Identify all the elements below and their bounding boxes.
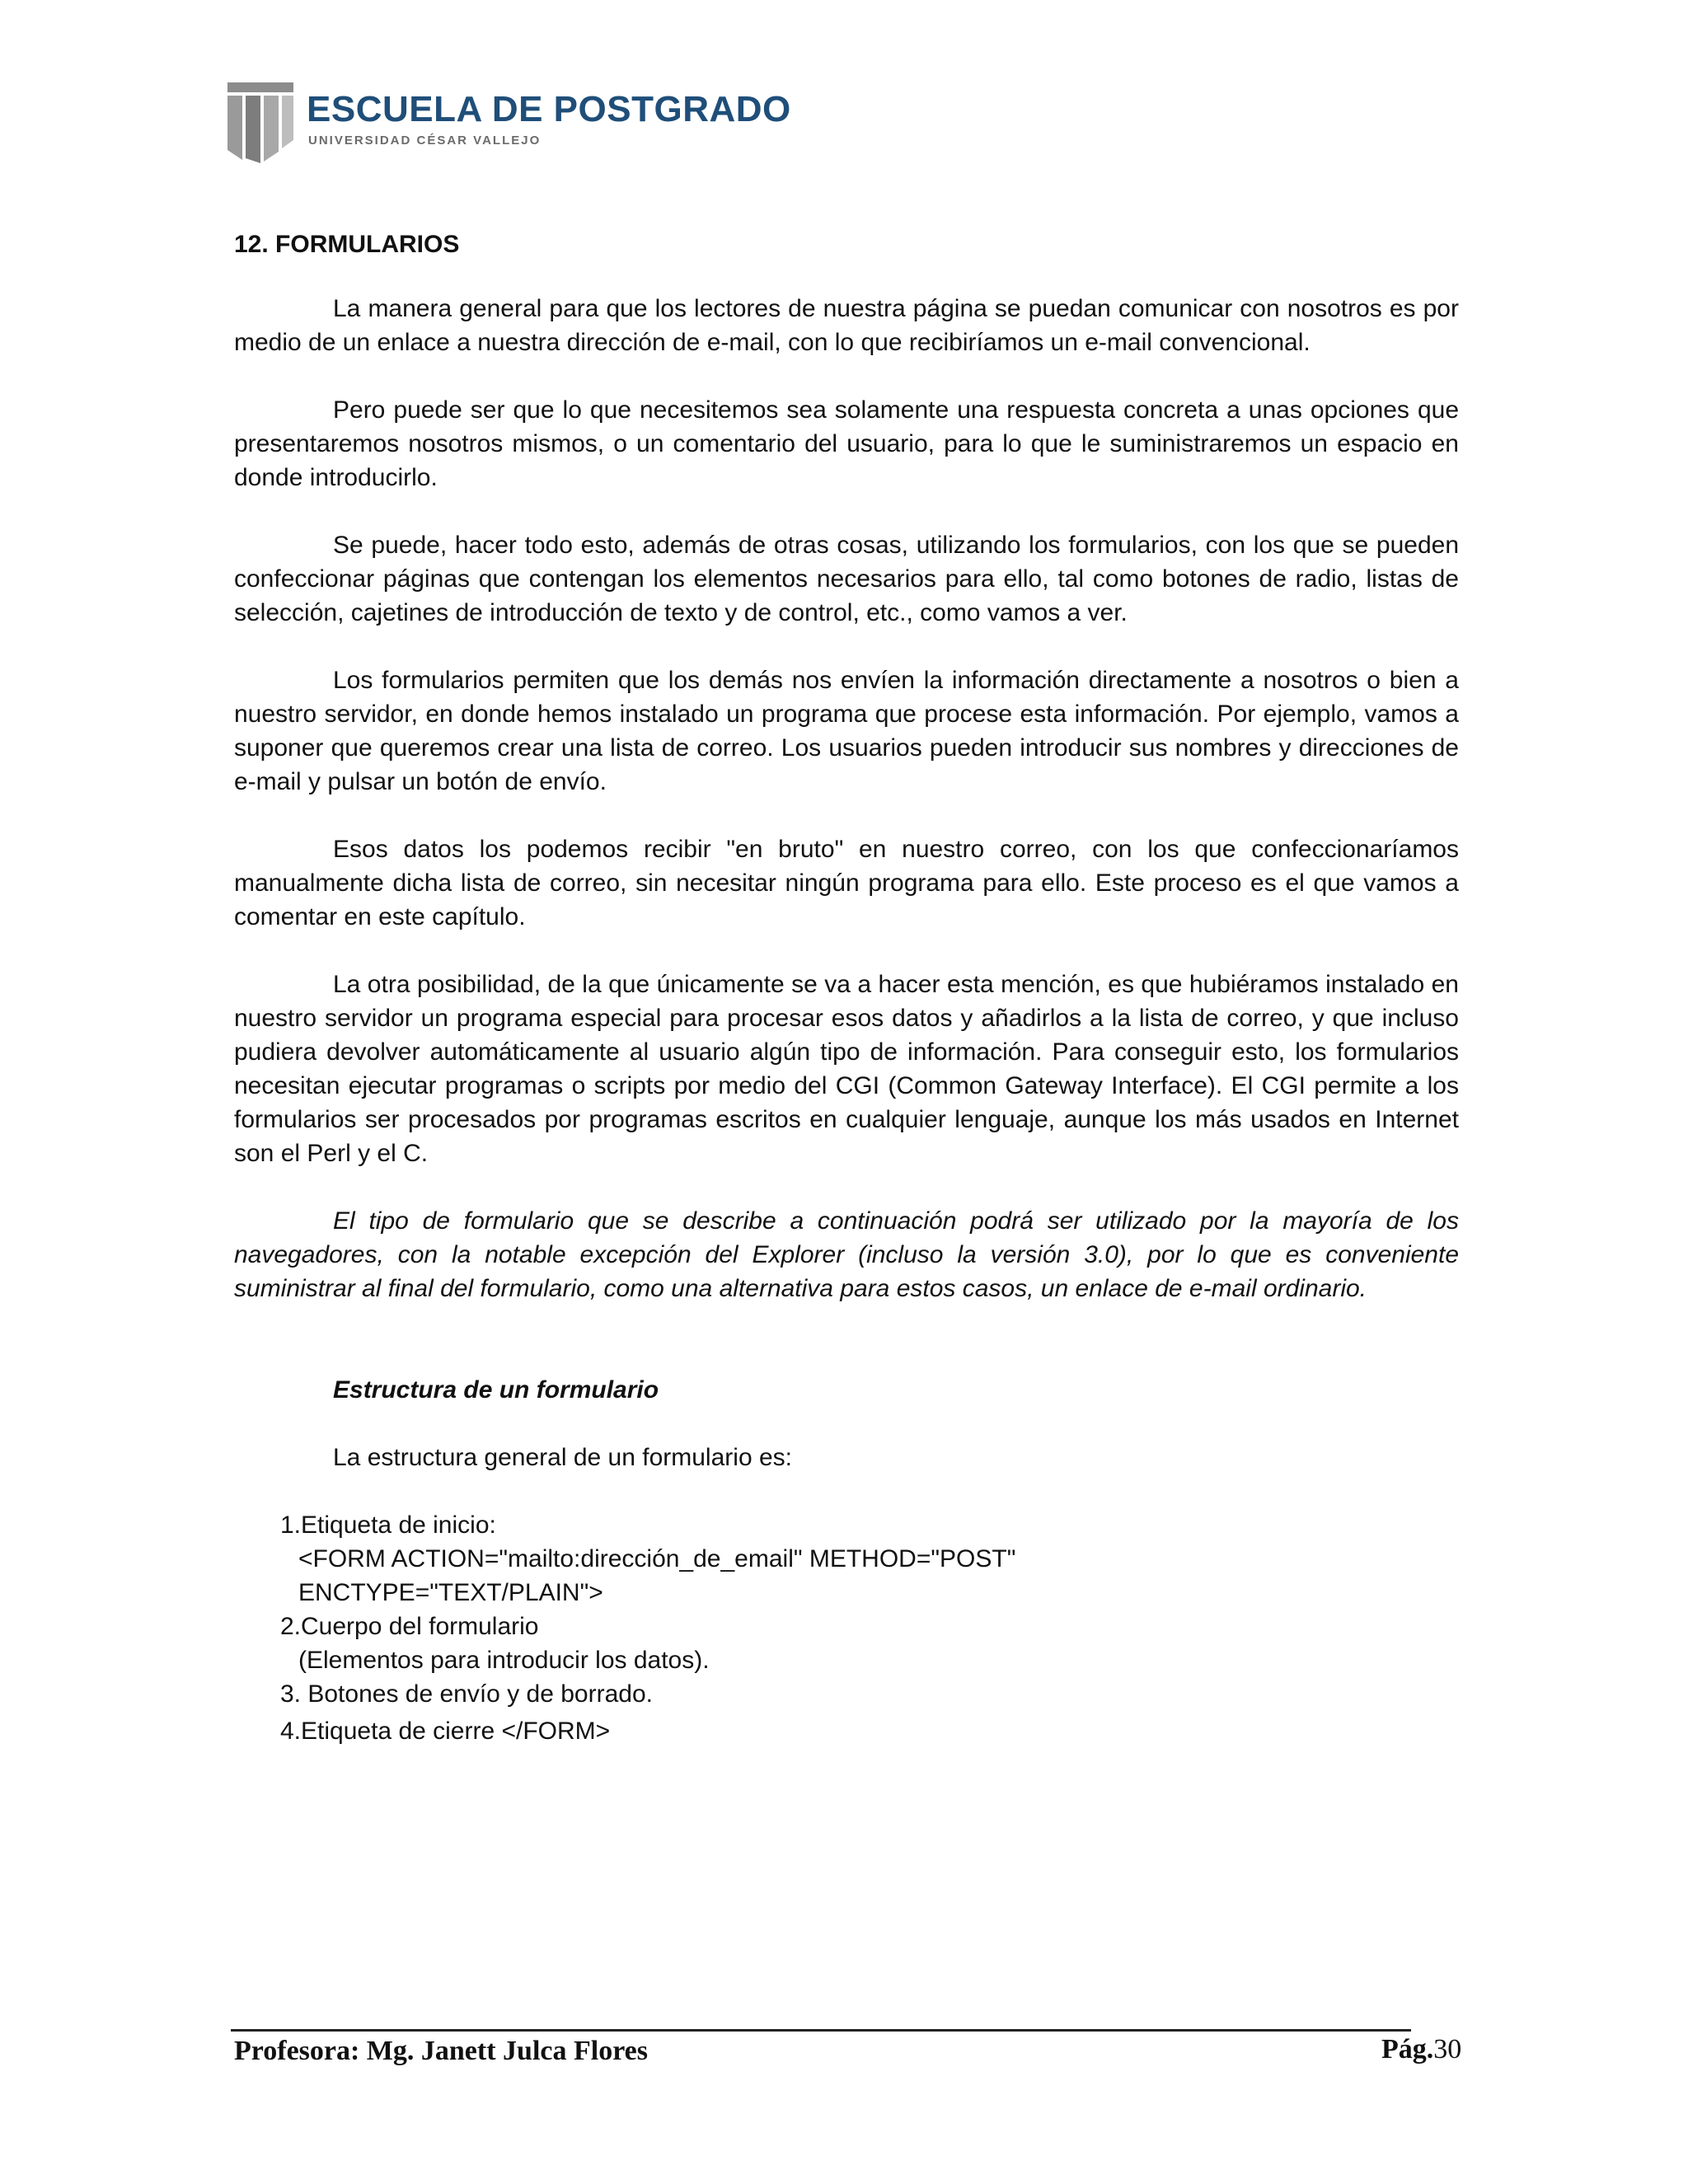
paragraph: Los formularios permiten que los demás nos envíen la información directamente a nosotros o bien a nuestro servidor, en donde hemos instalado un programa que procese esta información. Por ejemplo, vamos a suponer que queremos crear una lista de correo. Los usuarios pueden introducir sus nombres y direcciones de e-mail y pulsar un botón de envío. [234,667,1459,795]
subheading: Estructura de un formulario [333,1376,659,1404]
list-item: 4.Etiqueta de cierre </FORM> [280,1718,611,1745]
page-number [1381,2034,1461,2065]
logo-emblem-icon [224,79,298,165]
list-item: 1.Etiqueta de inicio: [280,1511,496,1539]
paragraph: La manera general para que los lectores de nuestra página se puedan comunicar con nosotros es por medio de un enlace a nuestra dirección de e-mail, con lo que recibiríamos un e-mail convencional. [234,295,1459,356]
structure-intro: La estructura general de un formulario es: [333,1444,792,1471]
university-logo [224,79,791,170]
page-label: Pág. [1381,2034,1434,2064]
section-title: 12. FORMULARIOS [234,231,460,258]
paragraph: Esos datos los podemos recibir "en bruto" en nuestro correo, con los que confeccionaríamos manualmente dicha lista de correo, sin necesitar ningún programa para ello. Este proceso es el que vamos a comentar en este capítulo. [234,836,1459,930]
italic-note: El tipo de formulario que se describe a continuación podrá ser utilizado por la mayoría de los navegadores, con la notable excepción del Explorer (incluso la versión 3.0), por lo que es conveniente suministrar al final del formulario, como una alternativa para estos casos, un enlace de e-mail ordinario. [234,1207,1459,1302]
page-number-value: 30 [1433,2034,1462,2064]
logo-subtitle: UNIVERSIDAD CÉSAR VALLEJO [308,134,542,148]
paragraph: Se puede, hacer todo esto, además de otras cosas, utilizando los formularios, con los que se pueden confeccionar páginas que contengan los elementos necesarios para ello, tal como botones de radio, listas de selección, cajetines de introducción de texto y de control, etc., como vamos a ver. [234,532,1459,626]
footer-author: Profesora: Mg. Janett Julca Flores [234,2036,648,2066]
main-content [234,231,1459,1748]
footer-divider [231,2029,1411,2032]
code-line: <FORM ACTION="mailto:dirección_de_email" METHOD="POST" [298,1545,1016,1572]
paragraph: La otra posibilidad, de la que únicamente se va a hacer esta mención, es que hubiéramos instalado en nuestro servidor un programa especial para procesar esos datos y añadirlos a la lista de correo, y que incluso pudiera devolver automáticamente al usuario algún tipo de información. Para conseguir esto, los formularios necesitan ejecutar programas o scripts por medio del CGI (Common Gateway Interface). El CGI permite a los formularios ser procesados por programas escritos en cualquier lenguaje, aunque los más usados en Internet son el Perl y el C. [234,971,1459,1167]
paragraph: Pero puede ser que lo que necesitemos sea solamente una respuesta concreta a unas opciones que presentaremos nosotros mismos, o un comentario del usuario, para lo que le suministraremos un espacio en donde introducirlo. [234,396,1459,491]
logo-title: ESCUELA DE POSTGRADO [307,89,791,129]
code-line: ENCTYPE="TEXT/PLAIN"> [298,1579,603,1606]
list-item: 3. Botones de envío y de borrado. [280,1680,653,1708]
list-item-note: (Elementos para introducir los datos). [298,1647,710,1674]
list-item: 2.Cuerpo del formulario [280,1613,539,1640]
structure-list [280,1508,1459,1748]
